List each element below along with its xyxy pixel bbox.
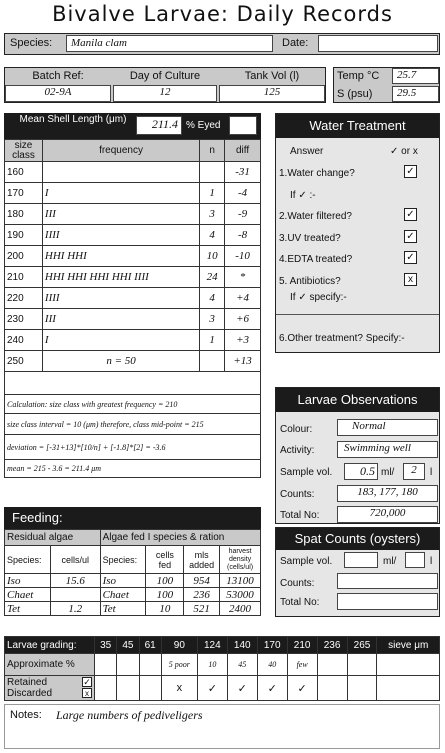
grading-label: Larvae grading: <box>5 637 95 654</box>
page-title: Bivalve Larvae: Daily Records <box>52 2 393 26</box>
approx-cell[interactable] <box>317 654 347 676</box>
table-row <box>5 267 261 288</box>
grade-size-140: 140 <box>227 637 257 654</box>
colour-field[interactable]: Normal <box>337 419 438 436</box>
divider <box>276 314 439 315</box>
n-cell: 10 <box>200 246 225 267</box>
grade-size-35: 35 <box>95 637 117 654</box>
spat-counts-label: Counts: <box>280 578 315 589</box>
diff-cell: -8 <box>225 225 261 246</box>
discarded-mark[interactable]: x <box>82 688 92 698</box>
approx-cell[interactable] <box>95 654 117 676</box>
total-label: Total No: <box>280 510 320 521</box>
size-cell: 230 <box>5 309 43 330</box>
antibiotics-check[interactable]: x <box>404 273 417 286</box>
cells-cell: 1.2 <box>50 602 100 616</box>
col-frequency: frequency <box>42 140 199 162</box>
h-cells-fed: cells fed <box>146 546 184 574</box>
n-cell: 4 <box>200 225 225 246</box>
retained-mark-cell[interactable]: ✓ <box>257 676 287 701</box>
larvae-observations-heading: Larvae Observations <box>276 388 439 412</box>
diff-cell: +4 <box>225 288 261 309</box>
eyed-label: % Eyed <box>186 120 221 131</box>
fed-cell: 10 <box>146 602 184 616</box>
water-change-label: 1.Water change? <box>279 168 355 179</box>
size-cell: 250 <box>5 351 43 372</box>
diff-cell: +3 <box>225 330 261 351</box>
sal-label: S (psu) <box>337 88 373 100</box>
sieve-label: sieve μm <box>377 637 440 654</box>
water-change-sub: If ✓ :- <box>290 190 316 201</box>
water-treatment-heading: Water Treatment <box>276 114 439 138</box>
table-row <box>5 288 261 309</box>
sample-vol-label: Sample vol. <box>280 467 333 478</box>
calc-line-1: Calculation: size class with greatest frequency = 210 <box>5 395 261 414</box>
table-row <box>5 183 261 204</box>
diff-cell: -10 <box>225 246 261 267</box>
freq-cell: n = 50 <box>42 351 199 372</box>
grade-size-90: 90 <box>161 637 197 654</box>
algae-fed-label: Algae fed I species & ration <box>100 530 260 546</box>
table-row <box>5 225 261 246</box>
h-mls: mls added <box>184 546 220 574</box>
freq-cell: HHI HHI <box>42 246 199 267</box>
other-treatment-label: 6.Other treatment? Specify:- <box>279 333 405 344</box>
spat-counts-field[interactable] <box>337 573 438 589</box>
grade-size-236: 236 <box>317 637 347 654</box>
sample-count-field[interactable]: 2 <box>403 463 425 480</box>
species2-cell: Iso <box>100 574 146 588</box>
harvest-cell: 2400 <box>220 602 261 616</box>
tank-label: Tank Vol (l) <box>244 70 300 82</box>
notes-box <box>4 704 440 749</box>
uv-treated-label: 3.UV treated? <box>279 233 341 244</box>
size-cell: 210 <box>5 267 43 288</box>
harvest-cell: 13100 <box>220 574 261 588</box>
size-cell: 170 <box>5 183 43 204</box>
tank-field[interactable]: 125 <box>219 85 325 102</box>
approx-cell[interactable]: few <box>287 654 317 676</box>
species-field[interactable]: Manila clam <box>66 35 273 52</box>
batch-ref-field[interactable]: 02-9A <box>5 85 111 102</box>
species-cell: Chaet <box>5 588 51 602</box>
calc-line-2: size class interval = 10 (μm) therefore, class mid-point = 215 <box>5 414 261 435</box>
h-cells: cells/ul <box>50 546 100 574</box>
answer-label: Answer <box>290 146 324 157</box>
freq-cell: III <box>42 309 199 330</box>
spat-sample-field[interactable] <box>344 552 378 568</box>
spat-sample-unit2: l <box>430 556 433 567</box>
shell-length-field[interactable]: 211.4 <box>136 116 182 135</box>
antibiotics-label: 5. Antibiotics? <box>279 276 341 287</box>
approx-cell[interactable]: 45 <box>227 654 257 676</box>
activity-field[interactable]: Swimming well <box>337 441 438 458</box>
table-row <box>5 574 261 588</box>
size-cell: 240 <box>5 330 43 351</box>
size-cell: 160 <box>5 162 43 183</box>
sample-vol-unit2: l <box>430 467 433 478</box>
table-row <box>5 162 261 183</box>
spat-sample-count[interactable] <box>405 552 425 568</box>
eyed-field[interactable] <box>229 116 257 135</box>
diff-cell: +13 <box>225 351 261 372</box>
n-cell: 4 <box>200 288 225 309</box>
retained-mark-cell[interactable] <box>347 676 377 701</box>
col-n: n <box>200 140 225 162</box>
retained-mark-cell[interactable] <box>139 676 161 701</box>
answer-key: ✓ or x <box>390 146 418 157</box>
activity-label: Activity: <box>280 445 315 456</box>
approx-label: Approximate % <box>5 654 95 676</box>
size-cell: 200 <box>5 246 43 267</box>
diff-cell: -31 <box>225 162 261 183</box>
retained-mark-cell[interactable]: ✓ <box>197 676 227 701</box>
species2-cell: Tet <box>100 602 146 616</box>
table-row <box>5 602 261 616</box>
freq-cell: I <box>42 183 199 204</box>
day-field[interactable]: 12 <box>113 85 217 102</box>
diff-cell: -4 <box>225 183 261 204</box>
shell-length-label: Mean Shell Length (μm) <box>19 114 127 125</box>
retained-mark-cell[interactable] <box>317 676 347 701</box>
grade-size-61: 61 <box>139 637 161 654</box>
table-row <box>5 330 261 351</box>
batch-ref-label: Batch Ref: <box>32 70 84 82</box>
counts-field[interactable]: 183, 177, 180 <box>337 485 438 502</box>
retained-mark-cell[interactable] <box>117 676 139 701</box>
total-field[interactable]: 720,000 <box>337 506 438 523</box>
mls-cell: 521 <box>184 602 220 616</box>
freq-cell: HHI HHI HHI HHI IIII <box>42 267 199 288</box>
cells-cell: 15.6 <box>50 574 100 588</box>
species2-cell: Chaet <box>100 588 146 602</box>
approx-cell[interactable] <box>377 654 440 676</box>
size-cell: 220 <box>5 288 43 309</box>
mls-cell: 236 <box>184 588 220 602</box>
freq-cell: IIII <box>42 225 199 246</box>
table-row-empty <box>5 372 261 395</box>
diff-cell: +6 <box>225 309 261 330</box>
grade-size-210: 210 <box>287 637 317 654</box>
sample-vol-unit: ml/ <box>381 467 395 478</box>
retained-mark-cell[interactable] <box>95 676 117 701</box>
spat-total-field[interactable] <box>337 593 438 610</box>
table-row <box>5 309 261 330</box>
freq-cell: I <box>42 330 199 351</box>
harvest-cell: 53000 <box>220 588 261 602</box>
table-row <box>5 588 261 602</box>
antibiotics-sub: If ✓ specify:- <box>290 292 347 303</box>
feeding-table <box>4 529 261 616</box>
edta-treated-label: 4.EDTA treated? <box>279 254 353 265</box>
colour-label: Colour: <box>280 424 313 435</box>
n-cell: 3 <box>200 309 225 330</box>
table-row <box>5 246 261 267</box>
temp-field[interactable]: 25.7 <box>392 68 439 84</box>
approx-cell[interactable] <box>347 654 377 676</box>
water-filtered-check[interactable]: ✓ <box>404 208 417 221</box>
retained-mark-cell[interactable]: ✓ <box>227 676 257 701</box>
fed-cell: 100 <box>146 588 184 602</box>
approx-cell[interactable]: 5 poor <box>161 654 197 676</box>
n-cell <box>200 351 225 372</box>
species-cell: Iso <box>5 574 51 588</box>
table-row <box>5 204 261 225</box>
shell-table <box>4 139 261 478</box>
freq-cell: III <box>42 204 199 225</box>
diff-cell: -9 <box>225 204 261 225</box>
counts-label: Counts: <box>280 489 315 500</box>
approx-cell[interactable]: 40 <box>257 654 287 676</box>
spat-total-label: Total No: <box>280 597 320 608</box>
uv-treated-check[interactable]: ✓ <box>404 230 417 243</box>
edta-treated-check[interactable]: ✓ <box>404 251 417 264</box>
spat-sample-unit: ml/ <box>383 556 397 567</box>
size-cell: 190 <box>5 225 43 246</box>
calc-line-3: deviation = [-31+13]*[10/n] + [-1.8]*[2] = -3.6 <box>5 435 261 460</box>
retained-mark[interactable]: ✓ <box>83 677 91 687</box>
retained-mark-cell[interactable]: ✓ <box>287 676 317 701</box>
grade-size-170: 170 <box>257 637 287 654</box>
mls-cell: 954 <box>184 574 220 588</box>
freq-cell <box>42 162 199 183</box>
approx-cell[interactable]: 10 <box>197 654 227 676</box>
discarded-label: Discarded <box>7 688 53 699</box>
date-label: Date: <box>282 37 309 49</box>
h-harvest: harvest density (cells/ul) <box>220 546 261 574</box>
species-cell: Tet <box>5 602 51 616</box>
notes-label: Notes: <box>10 709 42 721</box>
n-cell: 3 <box>200 204 225 225</box>
sal-field[interactable]: 29.5 <box>392 86 439 102</box>
spat-counts-heading: Spat Counts (oysters) <box>276 528 439 550</box>
retained-mark-cell[interactable] <box>377 676 440 701</box>
water-filtered-label: 2.Water filtered? <box>279 211 352 222</box>
grade-size-124: 124 <box>197 637 227 654</box>
retained-label: Retained <box>7 677 48 688</box>
fed-cell: 100 <box>146 574 184 588</box>
notes-field[interactable]: Large numbers of pediveligers <box>56 708 203 722</box>
freq-cell: IIII <box>42 288 199 309</box>
col-diff: diff <box>225 140 261 162</box>
temp-label: Temp °C <box>337 70 380 82</box>
col-size-class: size class <box>5 140 43 162</box>
cells-cell <box>50 588 100 602</box>
day-label: Day of Culture <box>129 70 201 82</box>
approx-cell[interactable] <box>117 654 139 676</box>
grade-size-45: 45 <box>117 637 139 654</box>
retained-discarded-cell <box>5 676 95 701</box>
size-cell: 180 <box>5 204 43 225</box>
diff-cell: * <box>225 267 261 288</box>
n-cell: 1 <box>200 330 225 351</box>
sample-vol-field[interactable]: 0.5 <box>344 463 378 480</box>
spat-sample-label: Sample vol. <box>280 556 333 567</box>
grade-size-265: 265 <box>347 637 377 654</box>
grading-table <box>4 636 440 701</box>
residual-algae-label: Residual algae <box>5 530 101 546</box>
retained-mark-cell[interactable]: x <box>161 676 197 701</box>
table-row <box>5 351 261 372</box>
water-change-check[interactable]: ✓ <box>404 165 417 178</box>
calc-line-4: mean = 215 - 3.6 = 211.4 μm <box>5 460 261 478</box>
n-cell: 1 <box>200 183 225 204</box>
n-cell: 24 <box>200 267 225 288</box>
date-field[interactable] <box>318 35 438 52</box>
h-species: Species: <box>5 546 51 574</box>
feeding-heading: Feeding: <box>4 507 261 529</box>
species-label: Species: <box>10 37 53 49</box>
h-species2: Species: <box>100 546 146 574</box>
n-cell <box>200 162 225 183</box>
approx-cell[interactable] <box>139 654 161 676</box>
